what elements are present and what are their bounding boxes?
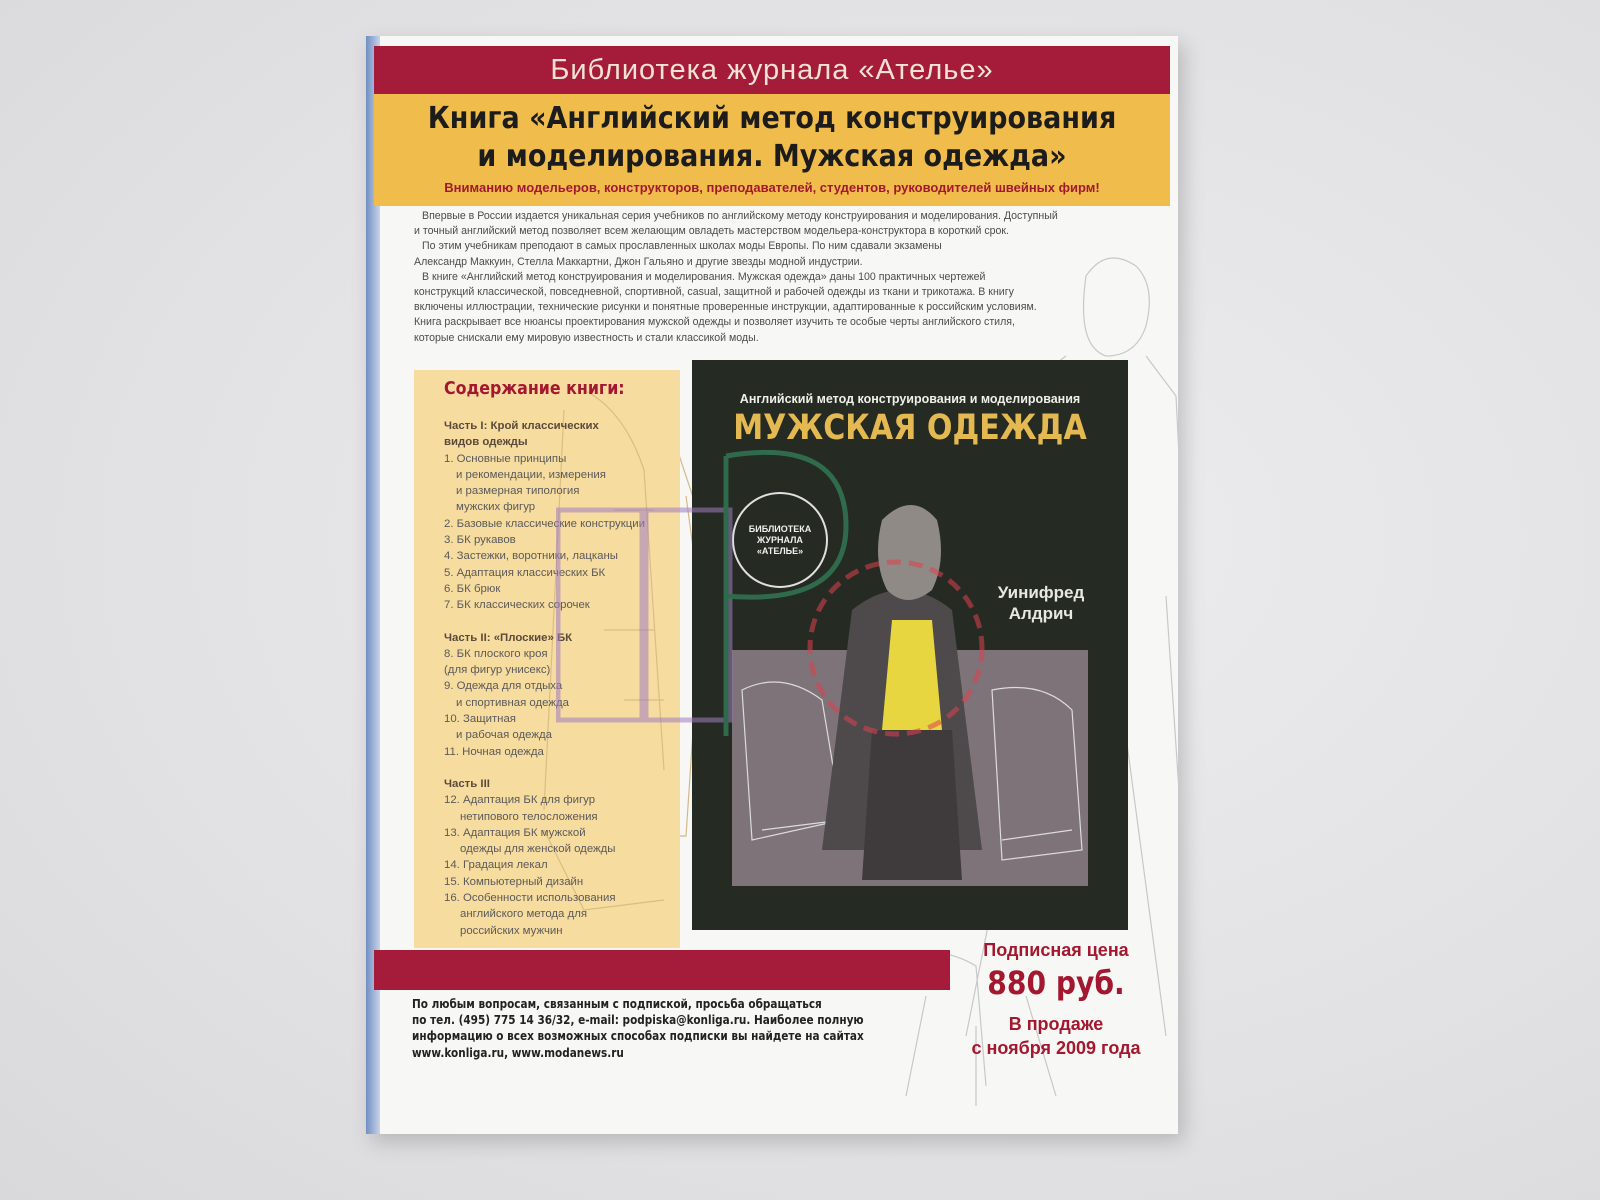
contents-item: 10. Защитная bbox=[444, 713, 516, 726]
intro-line: По этим учебникам преподают в самых прославленных школах моды Европы. По ним сдавали экзамены bbox=[422, 240, 942, 253]
book-title-line-2: и моделирования. Мужская одежда» bbox=[477, 139, 1067, 174]
on-sale-date: В продаже с ноября 2009 года bbox=[971, 1014, 1141, 1058]
intro-line: и точный английский метод позволяет всем желающим овладеть мастерством модельера-конструктора в короткий срок. bbox=[414, 225, 1009, 238]
contact-line: по тел. (495) 775 14 36/32, e-mail: podpiska@konliga.ru. Наиболее полную bbox=[412, 1013, 864, 1028]
contents-item: 16. Особенности использования bbox=[444, 892, 616, 905]
contact-line: По любым вопросам, связанным с подпиской, просьба обращаться bbox=[412, 997, 822, 1011]
contact-line: www.konliga.ru, www.modanews.ru bbox=[412, 1045, 624, 1060]
contents-item: 1. Основные принципы bbox=[444, 452, 567, 465]
contents-panel bbox=[414, 370, 680, 948]
contents-item: 12. Адаптация БК для фигур bbox=[444, 794, 596, 807]
contents-item: и рабочая одежда bbox=[456, 729, 552, 742]
contents-item: 8. БК плоского кроя bbox=[444, 647, 548, 660]
contents-item: английского метода для bbox=[460, 908, 588, 921]
subscription-price-label: Подписная цена bbox=[983, 940, 1129, 960]
contents-heading: Содержание книги: bbox=[444, 378, 625, 399]
contact-line: информацию о всех возможных способах подписки вы найдете на сайтах bbox=[412, 1029, 864, 1044]
contents-item: 2. Базовые классические конструкции bbox=[444, 517, 645, 530]
magazine-back-cover bbox=[366, 36, 1178, 1134]
book-title-line-1: Книга «Английский метод конструирования bbox=[427, 101, 1117, 136]
intro-line: В книге «Английский метод конструирования и моделирования. Мужская одежда» даны 100 практичных чертежей bbox=[422, 270, 986, 283]
subscription-price-value: 880 руб. bbox=[987, 964, 1125, 1002]
contents-item: одежды для женской одежды bbox=[460, 843, 616, 856]
contents-part-heading: Часть II: «Плоские» БК bbox=[444, 631, 573, 644]
library-badge-text: БИБЛИОТЕКА ЖУРНАЛА «АТЕЛЬЕ» bbox=[748, 523, 812, 556]
bottom-red-bar bbox=[374, 950, 950, 990]
cover-title: МУЖСКАЯ ОДЕЖДА bbox=[733, 408, 1087, 448]
contents-item: и спортивная одежда bbox=[456, 696, 569, 709]
contents-item: нетипового телосложения bbox=[460, 810, 598, 823]
contents-item: 13. Адаптация БК мужской bbox=[444, 826, 586, 839]
contents-item: 4. Застежки, воротники, лацканы bbox=[444, 550, 618, 563]
contents-item: и рекомендации, измерения bbox=[456, 468, 606, 481]
intro-line: Впервые в России издается уникальная серия учебников по английскому методу конструирования и моделирования. Доступный bbox=[422, 210, 1058, 222]
cover-author: Уинифред Алдрич bbox=[997, 583, 1085, 623]
contents-list bbox=[444, 418, 674, 939]
contents-item: 3. БК рукавов bbox=[444, 534, 516, 547]
contents-item: 6. БК брюк bbox=[444, 582, 501, 595]
book-headline-band bbox=[374, 94, 1170, 206]
intro-line: конструкций классической, повседневной, спортивной, casual, защитной и рабочей одежды из ткани и трикотажа. В книгу bbox=[414, 286, 1014, 299]
contents-item: 11. Ночная одежда bbox=[444, 745, 544, 758]
book-title bbox=[414, 100, 1130, 176]
intro-line: которые снискали ему мировую известность и стали классикой моды. bbox=[414, 331, 759, 344]
audience-subtitle: Вниманию модельеров, конструкторов, преподавателей, студентов, руководителей швейных фирм! bbox=[444, 180, 1100, 195]
contents-item: и размерная типология bbox=[456, 485, 580, 498]
contents-item: мужских фигур bbox=[456, 501, 536, 514]
intro-line: Александр Маккуин, Стелла Маккартни, Джон Гальяно и другие звезды модной индустрии. bbox=[414, 255, 863, 268]
cover-series-title: Английский метод конструирования и моделирования bbox=[739, 392, 1081, 406]
contents-part-heading: видов одежды bbox=[444, 436, 528, 449]
contents-item: (для фигур унисекс) bbox=[444, 664, 551, 677]
library-banner-title: Библиотека журнала «Ателье» bbox=[550, 53, 994, 86]
book-cover bbox=[692, 360, 1128, 930]
cover-illustration bbox=[732, 650, 1088, 886]
contents-part-heading: Часть III bbox=[444, 777, 490, 790]
library-banner bbox=[374, 46, 1170, 94]
contents-gap bbox=[444, 760, 674, 776]
intro-line: включены иллюстрации, технические рисунки и понятные проверенные инструкции, адаптированные к российским условиям. bbox=[414, 301, 1037, 314]
contents-item: 15. Компьютерный дизайн bbox=[444, 875, 584, 888]
contents-item: 7. БК классических сорочек bbox=[444, 599, 590, 612]
contents-gap bbox=[444, 614, 674, 630]
library-badge-icon bbox=[732, 492, 828, 588]
contents-item: 9. Одежда для отдыха bbox=[444, 680, 563, 693]
man-in-suit-illustration bbox=[732, 650, 1088, 886]
contents-part-heading: Часть I: Крой классических bbox=[444, 420, 599, 432]
intro-line: Книга раскрывает все нюансы проектирования мужской одежды и позволяет изучить те особые черты английского стиля, bbox=[414, 316, 1015, 329]
contents-item: 5. Адаптация классических БК bbox=[444, 566, 606, 579]
contact-info bbox=[412, 996, 932, 1061]
contents-item: российских мужчин bbox=[460, 924, 563, 937]
intro-text bbox=[414, 209, 1134, 346]
contents-item: 14. Градация лекал bbox=[444, 859, 548, 872]
